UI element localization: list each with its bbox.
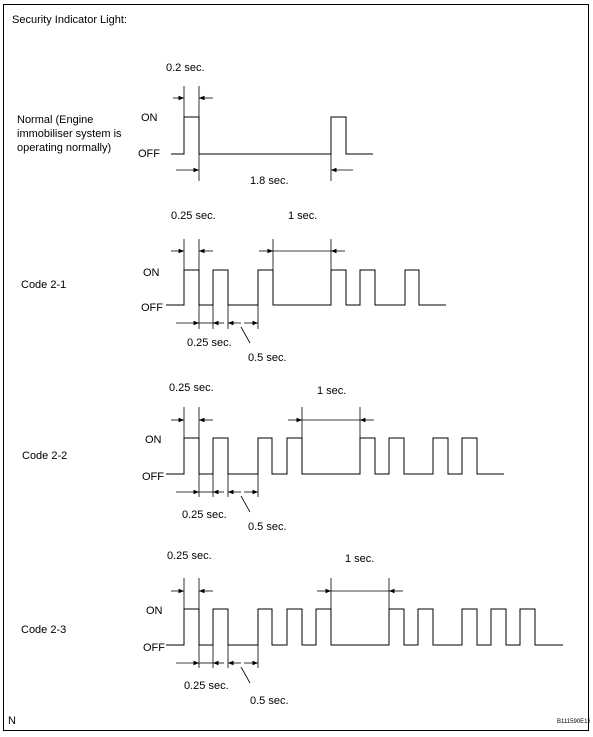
diagram-title: Security Indicator Light:: [12, 14, 127, 26]
code-2-1-off-label: OFF: [141, 302, 163, 314]
code-2-3-off-label: OFF: [143, 642, 165, 654]
code-2-2-on-label: ON: [145, 434, 162, 446]
code-2-3-waveform: [166, 609, 563, 645]
normal-label-line-1: Normal (Engine: [17, 114, 94, 126]
code-2-1-waveform: [166, 270, 446, 305]
code-2-2-waveform: [166, 438, 504, 474]
diagram-frame: [3, 4, 589, 731]
footer-left-mark: N: [8, 715, 16, 727]
code-2-1-on-label: ON: [143, 267, 160, 279]
footer-figure-code: B111590E13: [557, 719, 590, 725]
code-2-3-short-off-time: 0.25 sec.: [184, 680, 229, 692]
code-2-3-short-on-time: 0.25 sec.: [167, 550, 212, 562]
normal-on-label: ON: [141, 112, 158, 124]
code-2-3-long-on-time: 1 sec.: [345, 553, 375, 565]
code-2-1-label: Code 2-1: [21, 279, 67, 291]
code-2-2-long-off-time: 0.5 sec.: [248, 521, 287, 533]
code-2-3-on-label: ON: [146, 605, 163, 617]
code-2-1-section: [21, 210, 446, 364]
normal-section: [17, 62, 373, 187]
normal-off-label: OFF: [138, 148, 160, 160]
code-2-1-short-off-time: 0.25 sec.: [187, 337, 232, 349]
code-2-1-short-on-time: 0.25 sec.: [171, 210, 216, 222]
code-2-1-long-on-time: 1 sec.: [288, 210, 318, 222]
normal-waveform: [171, 117, 373, 154]
normal-interval-time: 1.8 sec.: [250, 175, 289, 187]
timing-diagram: [4, 5, 590, 732]
code-2-3-long-off-time: 0.5 sec.: [250, 695, 289, 707]
code-2-2-long-on-time: 1 sec.: [317, 385, 347, 397]
code-2-1-long-off-time: 0.5 sec.: [248, 352, 287, 364]
code-2-2-section: [22, 382, 504, 533]
code-2-2-short-off-time: 0.25 sec.: [182, 509, 227, 521]
code-2-2-short-on-time: 0.25 sec.: [169, 382, 214, 394]
normal-label-line-2: immobiliser system is: [17, 128, 122, 140]
normal-pulse-time: 0.2 sec.: [166, 62, 205, 74]
normal-label-line-3: operating normally): [17, 142, 112, 154]
code-2-3-section: [21, 550, 563, 707]
code-2-3-label: Code 2-3: [21, 624, 67, 636]
code-2-2-label: Code 2-2: [22, 450, 68, 462]
code-2-2-off-label: OFF: [142, 471, 164, 483]
